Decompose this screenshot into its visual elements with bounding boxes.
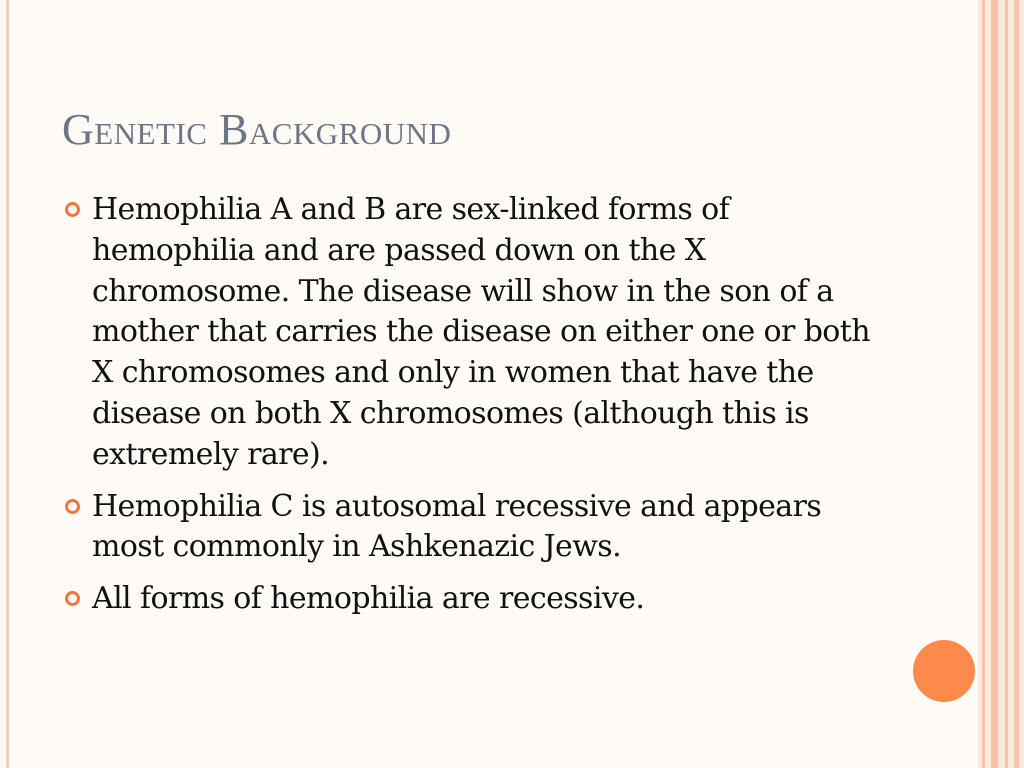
ring-bullet-icon	[65, 591, 80, 606]
right-stripe	[1005, 0, 1008, 768]
bullet-text: All forms of hemophilia are recessive.	[92, 581, 645, 617]
orange-circle-decoration	[913, 640, 975, 702]
right-stripe	[1014, 0, 1019, 768]
right-stripe	[982, 0, 985, 768]
bullet-item	[62, 579, 882, 620]
ring-bullet-icon	[65, 202, 80, 217]
slide-title: Genetic Background	[62, 105, 452, 154]
right-stripe	[991, 0, 998, 768]
bullet-list	[62, 190, 882, 631]
ring-bullet-icon	[65, 499, 80, 514]
left-border-line	[6, 0, 9, 768]
bullet-item	[62, 190, 882, 476]
bullet-text: Hemophilia C is autosomal recessive and appears most commonly in Ashkenazic Jews.	[92, 488, 822, 565]
bullet-item	[62, 487, 882, 569]
bullet-text: Hemophilia A and B are sex-linked forms of hemophilia and are passed down on the X chromosome. The disease will show in the son of a mother that carries the disease on either one or both X chromosomes and only in women that have the disease on both X chromosomes (although this is extremely rare).	[92, 192, 870, 472]
